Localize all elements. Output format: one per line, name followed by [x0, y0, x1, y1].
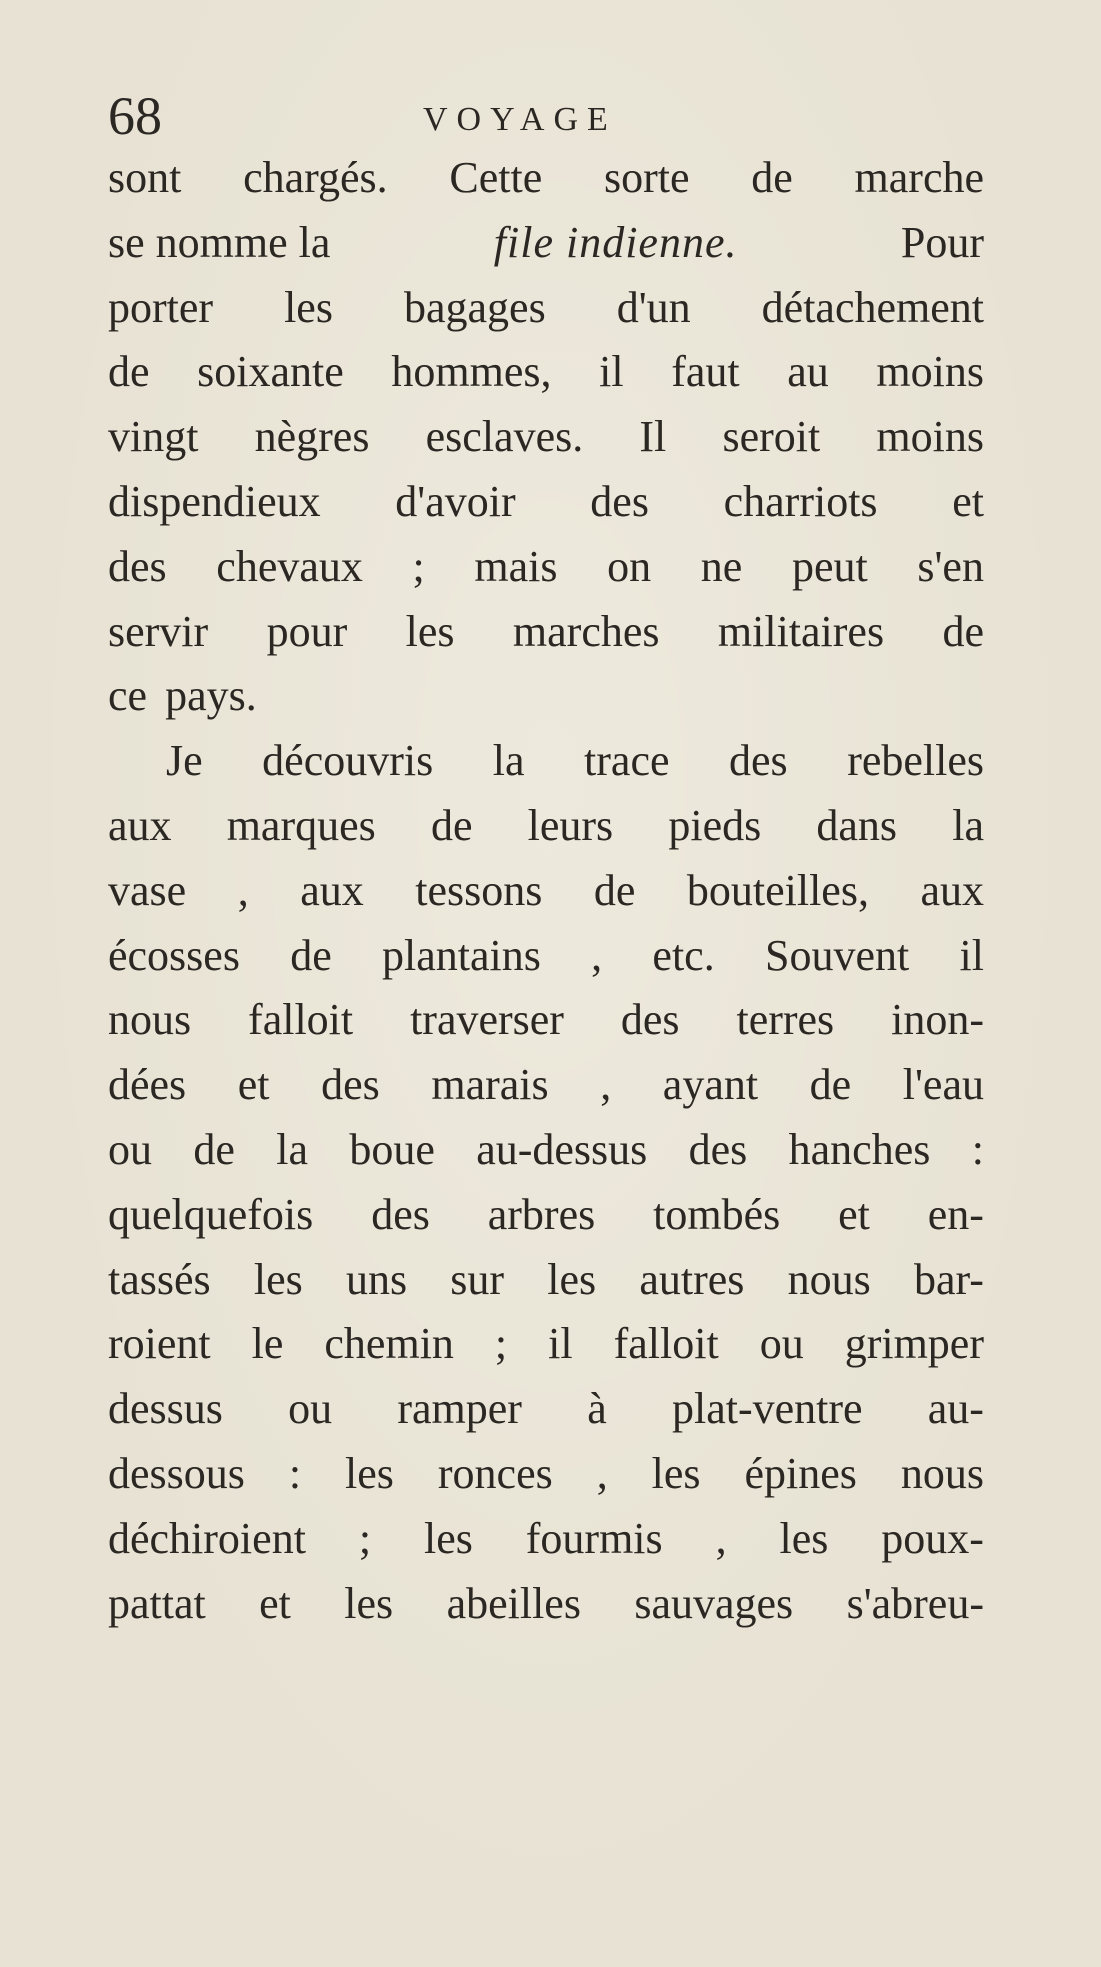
word: d'avoir — [395, 476, 516, 526]
word: au-dessus — [476, 1124, 648, 1174]
word: des — [321, 1060, 380, 1110]
word: vingt — [108, 412, 199, 462]
text-line — [108, 1442, 984, 1507]
word: de — [430, 800, 473, 850]
word: la — [952, 800, 984, 850]
word: d'un — [616, 282, 691, 332]
word: seroit — [722, 412, 821, 462]
word: chevaux — [216, 541, 363, 591]
text-line — [108, 535, 984, 600]
word: , — [600, 1060, 612, 1110]
word: peut — [791, 541, 868, 591]
word: esclaves. — [425, 412, 584, 462]
word: marais — [431, 1060, 549, 1110]
word: il — [959, 930, 984, 980]
word: ; — [412, 541, 425, 591]
word: plantains — [382, 930, 541, 980]
word: des — [729, 736, 788, 786]
word: etc. — [652, 930, 715, 980]
word: traverser — [410, 995, 564, 1045]
word: nous — [108, 995, 192, 1045]
word: de — [108, 347, 150, 397]
word: chemin — [324, 1319, 454, 1369]
text-line — [108, 988, 984, 1053]
word: l'eau — [902, 1060, 984, 1110]
word: fourmis — [525, 1513, 663, 1563]
word: la — [492, 736, 525, 786]
word: nous — [787, 1254, 871, 1304]
word: sauvages — [634, 1578, 794, 1628]
word: falloit — [613, 1319, 719, 1369]
word: les — [284, 282, 333, 332]
text-line — [108, 924, 984, 989]
word: en- — [927, 1189, 984, 1239]
text-line — [108, 794, 984, 859]
word: militaires — [717, 606, 885, 656]
word: bagages — [403, 282, 546, 332]
word: arbres — [487, 1189, 596, 1239]
word: abeilles — [446, 1578, 581, 1628]
word: ; — [494, 1319, 508, 1369]
text-line — [108, 600, 984, 665]
italic-term: file indienne. — [493, 217, 738, 267]
text-line — [108, 664, 984, 729]
word: Il — [639, 412, 667, 462]
word: uns — [345, 1254, 408, 1304]
word: ou — [288, 1384, 333, 1434]
text-line — [108, 1312, 984, 1377]
text-line — [108, 1183, 984, 1248]
text-segment: se nomme la — [108, 217, 331, 267]
word: il — [599, 347, 624, 397]
word: Je — [166, 736, 203, 786]
word: chargés. — [243, 153, 388, 202]
text-line — [108, 405, 984, 470]
word: de — [290, 930, 332, 980]
word: les — [547, 1254, 597, 1304]
word: falloit — [248, 995, 354, 1045]
word: de — [593, 865, 636, 915]
word: marche — [854, 153, 984, 202]
word: on — [607, 541, 652, 591]
word: : — [288, 1448, 302, 1498]
word: de — [942, 606, 984, 656]
word: dans — [816, 800, 898, 850]
running-head: VOYAGE — [423, 101, 617, 138]
word: au- — [927, 1384, 984, 1434]
word: le — [251, 1319, 284, 1369]
word: faut — [671, 347, 740, 397]
word: aux — [920, 865, 984, 915]
text-line — [108, 1377, 984, 1442]
word: tessons — [415, 865, 543, 915]
word: , — [591, 930, 603, 980]
word: pays. — [165, 671, 257, 721]
text-line — [108, 470, 984, 535]
word: Cette — [449, 153, 543, 202]
word: pieds — [668, 800, 762, 850]
word: poux- — [881, 1513, 984, 1563]
word: des — [590, 476, 649, 526]
word: tassés — [108, 1254, 211, 1304]
word: déchiroient — [108, 1513, 306, 1563]
text-line — [108, 1572, 984, 1637]
word: s'abreu- — [846, 1578, 984, 1628]
word: autres — [639, 1254, 745, 1304]
word: il — [548, 1319, 573, 1369]
word: pattat — [108, 1578, 206, 1628]
word: à — [587, 1384, 607, 1434]
word: et — [259, 1578, 291, 1628]
body-text — [108, 146, 984, 1636]
text-line — [108, 340, 984, 405]
word: aux — [108, 800, 172, 850]
text-line — [108, 211, 984, 276]
word: moins — [876, 347, 984, 397]
word: de — [193, 1124, 235, 1174]
word: rebelles — [847, 736, 984, 786]
word: ou — [759, 1319, 804, 1369]
word: roient — [108, 1319, 211, 1369]
word: s'en — [917, 541, 984, 591]
word: et — [838, 1189, 870, 1239]
text-line — [108, 859, 984, 924]
text-line — [108, 1053, 984, 1118]
word: les — [405, 606, 455, 656]
word: soixante — [197, 347, 344, 397]
word: marches — [512, 606, 660, 656]
word: inon- — [891, 995, 984, 1045]
text-line — [108, 1118, 984, 1183]
word: dessous — [108, 1448, 245, 1498]
word: de — [809, 1060, 852, 1110]
word: bouteilles, — [686, 865, 869, 915]
word: des — [108, 541, 167, 591]
word: ou — [108, 1124, 152, 1174]
word: Souvent — [764, 930, 910, 980]
word: au — [787, 347, 829, 397]
word: les — [423, 1513, 473, 1563]
word: ce — [108, 671, 148, 721]
word: plat-ventre — [671, 1384, 863, 1434]
word: moins — [876, 412, 984, 462]
word: dessus — [108, 1384, 223, 1434]
text-segment: Pour — [900, 217, 984, 267]
word: ; — [358, 1513, 372, 1563]
word: marques — [226, 800, 376, 850]
word: grimper — [844, 1319, 984, 1369]
word: dispendieux — [108, 476, 321, 526]
word: les — [779, 1513, 829, 1563]
word: et — [237, 1060, 270, 1110]
word: charriots — [723, 476, 878, 526]
word: porter — [108, 282, 214, 332]
word: et — [952, 476, 984, 526]
word: hommes, — [391, 347, 552, 397]
word: trace — [584, 736, 670, 786]
word: les — [651, 1448, 701, 1498]
word: des — [371, 1189, 430, 1239]
word: mais — [474, 541, 558, 591]
word: servir — [108, 606, 209, 656]
text-line — [108, 1507, 984, 1572]
word: découvris — [262, 736, 434, 786]
word: pour — [266, 606, 348, 656]
word: sur — [450, 1254, 505, 1304]
word: dées — [108, 1060, 187, 1110]
text-line — [108, 146, 984, 211]
word: : — [971, 1124, 984, 1174]
word: hanches — [788, 1124, 931, 1174]
word: les — [253, 1254, 303, 1304]
text-line — [108, 729, 984, 794]
word: les — [344, 1578, 394, 1628]
word: , — [237, 865, 249, 915]
word: la — [276, 1124, 308, 1174]
word: des — [688, 1124, 748, 1174]
word: boue — [349, 1124, 435, 1174]
word: ronces — [437, 1448, 553, 1498]
word: sorte — [604, 153, 690, 202]
word: vase — [108, 865, 187, 915]
word: les — [345, 1448, 394, 1498]
word: bar- — [913, 1254, 984, 1304]
word: terres — [736, 995, 835, 1045]
word: des — [620, 995, 680, 1045]
word: de — [751, 153, 793, 202]
word: , — [596, 1448, 608, 1498]
text-line — [108, 1248, 984, 1313]
word: aux — [300, 865, 364, 915]
word: quelquefois — [108, 1189, 314, 1239]
word: nègres — [254, 412, 370, 462]
word: ramper — [397, 1384, 522, 1434]
word: nous — [900, 1448, 984, 1498]
page-number: 68 — [108, 86, 162, 146]
word: leurs — [527, 800, 614, 850]
word: , — [715, 1513, 727, 1563]
word: détachement — [761, 282, 984, 332]
word: ne — [700, 541, 743, 591]
word: écosses — [108, 930, 240, 980]
word: sont — [108, 153, 182, 202]
word: épines — [744, 1448, 857, 1498]
page-header — [108, 86, 988, 146]
text-line — [108, 276, 984, 341]
word: ayant — [662, 1060, 759, 1110]
word: tombés — [653, 1189, 781, 1239]
